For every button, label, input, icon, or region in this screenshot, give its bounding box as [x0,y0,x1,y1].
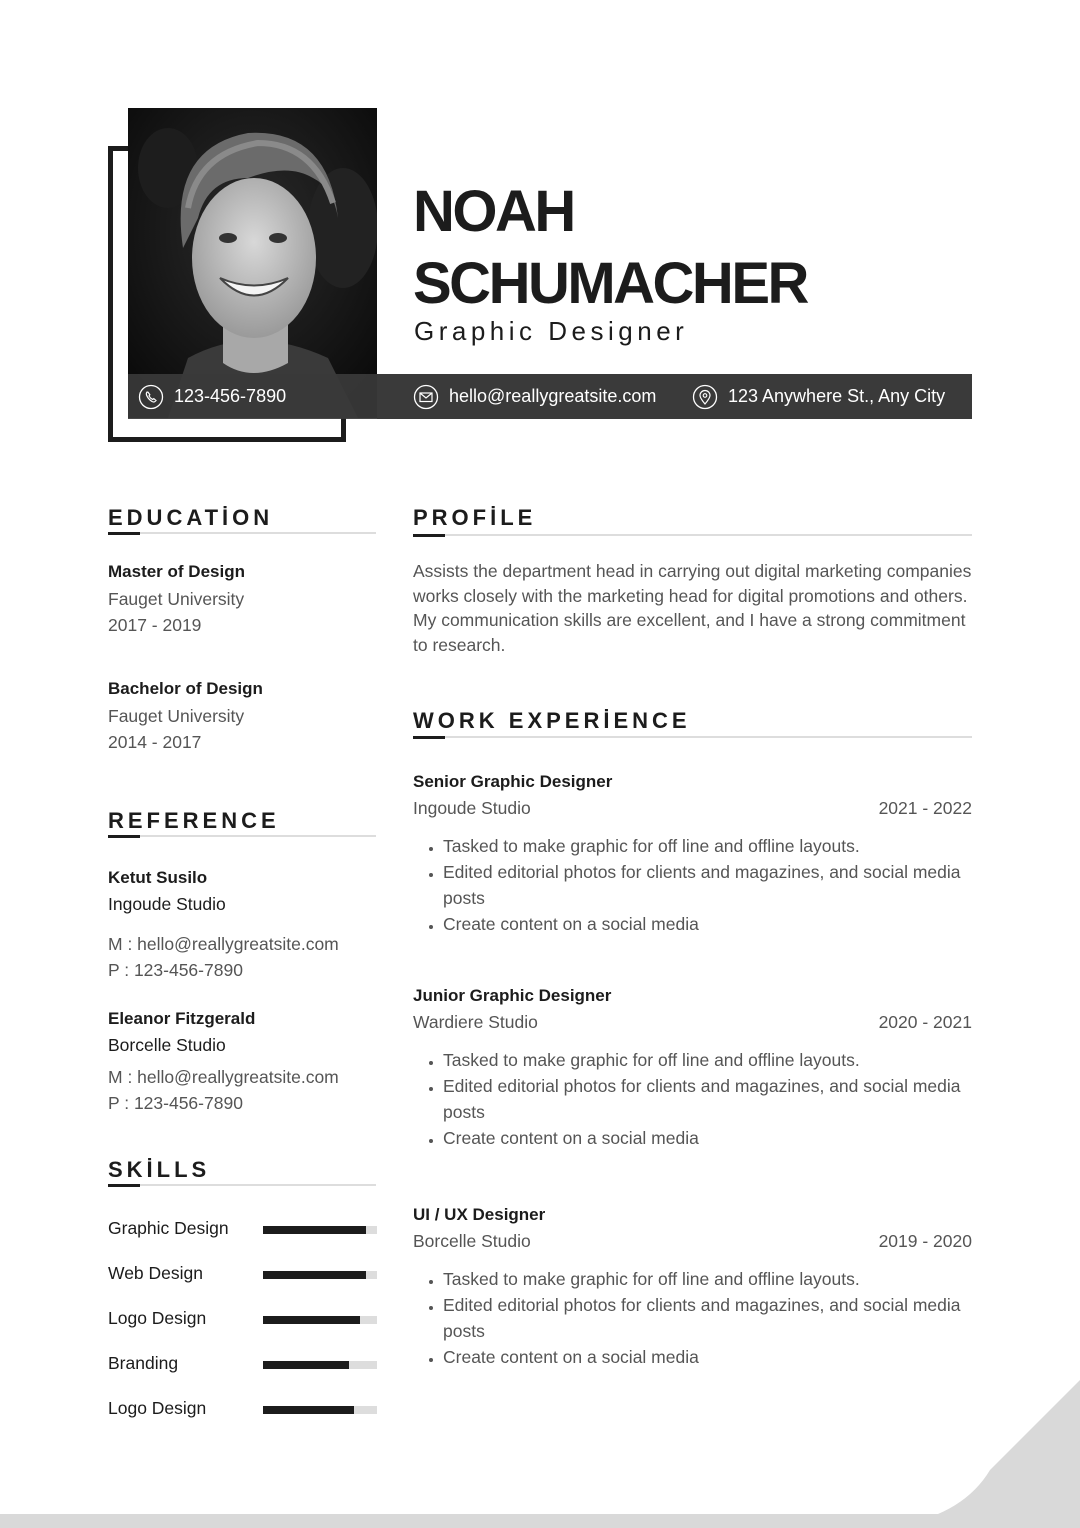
education-school: Fauget University [108,589,245,609]
skills-heading: SKİLLS [108,1157,211,1182]
name-line-last: SCHUMACHER [413,251,807,316]
skill-level-bar [263,1361,377,1369]
reference-heading: REFERENCE [108,808,280,833]
education-years: 2014 - 2017 [108,732,202,752]
education-years: 2017 - 2019 [108,615,202,635]
experience-duty: • Create content on a social media [443,1125,973,1151]
reference-email: M : hello@reallygreatsite.com [108,1067,339,1087]
skill-level-bar [263,1271,377,1279]
skills-divider [108,1184,376,1186]
profile-summary: Assists the department head in carrying out digital marketing companies works closely with the marketing head for digital promotions and others. My communication skills are excellent, and I have a strong commitment to research. [413,561,972,655]
experience-divider-accent [413,736,445,739]
reference-divider [108,835,376,837]
experience-duty: • Tasked to make graphic for off line and offline layouts. [443,1266,973,1292]
reference-name: Eleanor Fitzgerald [108,1009,256,1028]
contact-address [692,374,945,419]
experience-company: Borcelle Studio [413,1231,531,1251]
reference-email: M : hello@reallygreatsite.com [108,934,339,954]
contact-address-text: 123 Anywhere St., Any City [728,386,946,406]
profile-heading: PROFİLE [413,505,537,530]
experience-duty: • Create content on a social media [443,911,973,937]
profile-photo [128,108,377,418]
experience-duty: • Tasked to make graphic for off line and offline layouts. [443,1047,973,1073]
skill-label: Branding [108,1353,179,1373]
experience-duty: • Tasked to make graphic for off line and offline layouts. [443,833,973,859]
experience-role: UI / UX Designer [413,1205,546,1224]
skill-level-fill [263,1226,366,1234]
reference-name: Ketut Susilo [108,868,208,887]
education-degree: Master of Design [108,562,245,581]
reference-phone: P : 123-456-7890 [108,960,243,980]
reference-phone: P : 123-456-7890 [108,1093,243,1113]
experience-duties [413,1266,973,1370]
skill-label: Web Design [108,1263,204,1283]
experience-years: 2021 - 2022 [878,798,972,818]
experience-role: Senior Graphic Designer [413,772,613,791]
candidate-name [413,176,973,320]
experience-duties [413,833,973,937]
skill-level-fill [263,1361,349,1369]
profile-divider-accent [413,534,445,537]
contact-phone [138,374,286,419]
experience-duty: • Edited editorial photos for clients and magazines, and social media posts [443,859,973,911]
experience-years: 2019 - 2020 [878,1231,972,1251]
education-school: Fauget University [108,706,245,726]
education-degree: Bachelor of Design [108,679,263,698]
name-line-first: NOAH [413,179,574,244]
experience-duty: • Create content on a social media [443,1344,973,1370]
education-divider-accent [108,532,140,535]
reference-company: Borcelle Studio [108,1035,226,1055]
envelope-icon [413,384,439,410]
experience-duties [413,1047,973,1151]
skill-label: Logo Design [108,1308,207,1328]
experience-duty: • Edited editorial photos for clients and magazines, and social media posts [443,1292,973,1344]
reference-divider-accent [108,835,140,838]
contact-email-text: hello@reallygreatsite.com [449,386,657,406]
map-pin-icon [692,384,718,410]
education-heading: EDUCATİON [108,505,274,530]
experience-years: 2020 - 2021 [878,1012,972,1032]
experience-duty: • Edited editorial photos for clients and magazines, and social media posts [443,1073,973,1125]
phone-icon [138,384,164,410]
skill-level-fill [263,1406,354,1414]
experience-heading: WORK EXPERİENCE [413,708,691,733]
contact-email [413,374,656,419]
skill-level-fill [263,1271,366,1279]
skill-level-bar [263,1226,377,1234]
skill-level-bar [263,1406,377,1414]
experience-company: Wardiere Studio [413,1012,538,1032]
skills-divider-accent [108,1184,140,1187]
skill-level-fill [263,1316,360,1324]
contact-phone-text: 123-456-7890 [174,386,287,406]
skill-label: Graphic Design [108,1218,229,1238]
reference-company: Ingoude Studio [108,894,226,914]
experience-role: Junior Graphic Designer [413,986,612,1005]
skill-label: Logo Design [108,1398,207,1418]
skill-level-bar [263,1316,377,1324]
job-title: Graphic Designer [414,316,689,346]
experience-company: Ingoude Studio [413,798,531,818]
education-divider [108,532,376,534]
profile-divider [413,534,972,536]
experience-divider [413,736,972,738]
